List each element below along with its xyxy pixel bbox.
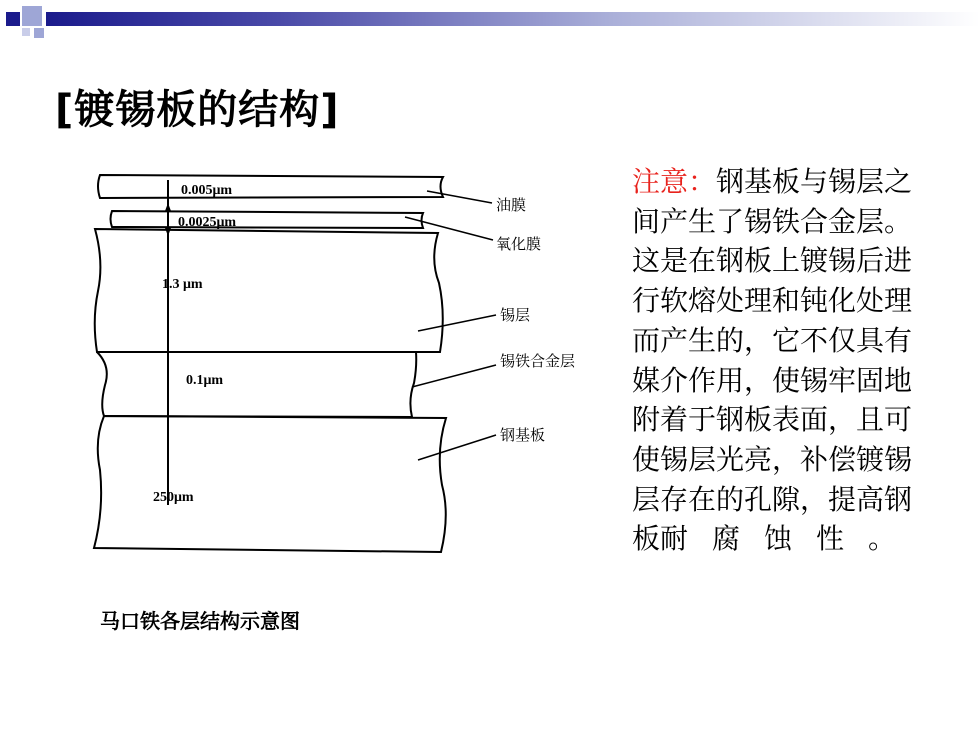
dimension-arrow-top bbox=[165, 203, 171, 211]
thickness-oxide: 0.0025μm bbox=[178, 215, 237, 230]
note-paragraph bbox=[632, 162, 937, 559]
leader-tin bbox=[418, 315, 496, 331]
oxide-film-layer bbox=[111, 211, 424, 228]
steel-base-layer bbox=[94, 416, 446, 552]
label-alloy-layer: 锡铁合金层 bbox=[500, 352, 576, 370]
tin-layer bbox=[95, 229, 443, 352]
label-oxide-film: 氧化膜 bbox=[496, 235, 542, 253]
label-oil-film: 油膜 bbox=[496, 196, 527, 214]
note-tail: 耐腐蚀性。 bbox=[660, 522, 921, 556]
oil-film-layer bbox=[98, 175, 443, 198]
thickness-alloy: 0.1μm bbox=[186, 373, 224, 388]
label-tin-layer: 锡层 bbox=[500, 306, 531, 324]
alloy-layer bbox=[97, 352, 416, 417]
thickness-steel: 250μm bbox=[153, 490, 194, 505]
diagram-caption: 马口铁各层结构示意图 bbox=[100, 609, 300, 633]
leader-alloy bbox=[412, 365, 496, 387]
leader-steel bbox=[418, 435, 496, 460]
thickness-oil: 0.005μm bbox=[181, 183, 233, 198]
thickness-tin: 1.3 μm bbox=[162, 277, 203, 292]
label-steel-base: 钢基板 bbox=[500, 426, 546, 444]
slide-title: [镀锡板的结构] bbox=[55, 87, 340, 133]
dimension-arrow-mid bbox=[165, 228, 171, 236]
note-label: 注意： bbox=[632, 165, 717, 198]
note-body: 钢基板与锡层之间产生了锡铁合金层。这是在钢板上镀锡后进行软熔处理和钝化处理而产生的，它不仅具有媒介作用，使锡牢固地附着于钢板表面，且可使锡层光亮，补偿镀锡层存在的孔隙，提高钢板 bbox=[632, 165, 913, 556]
